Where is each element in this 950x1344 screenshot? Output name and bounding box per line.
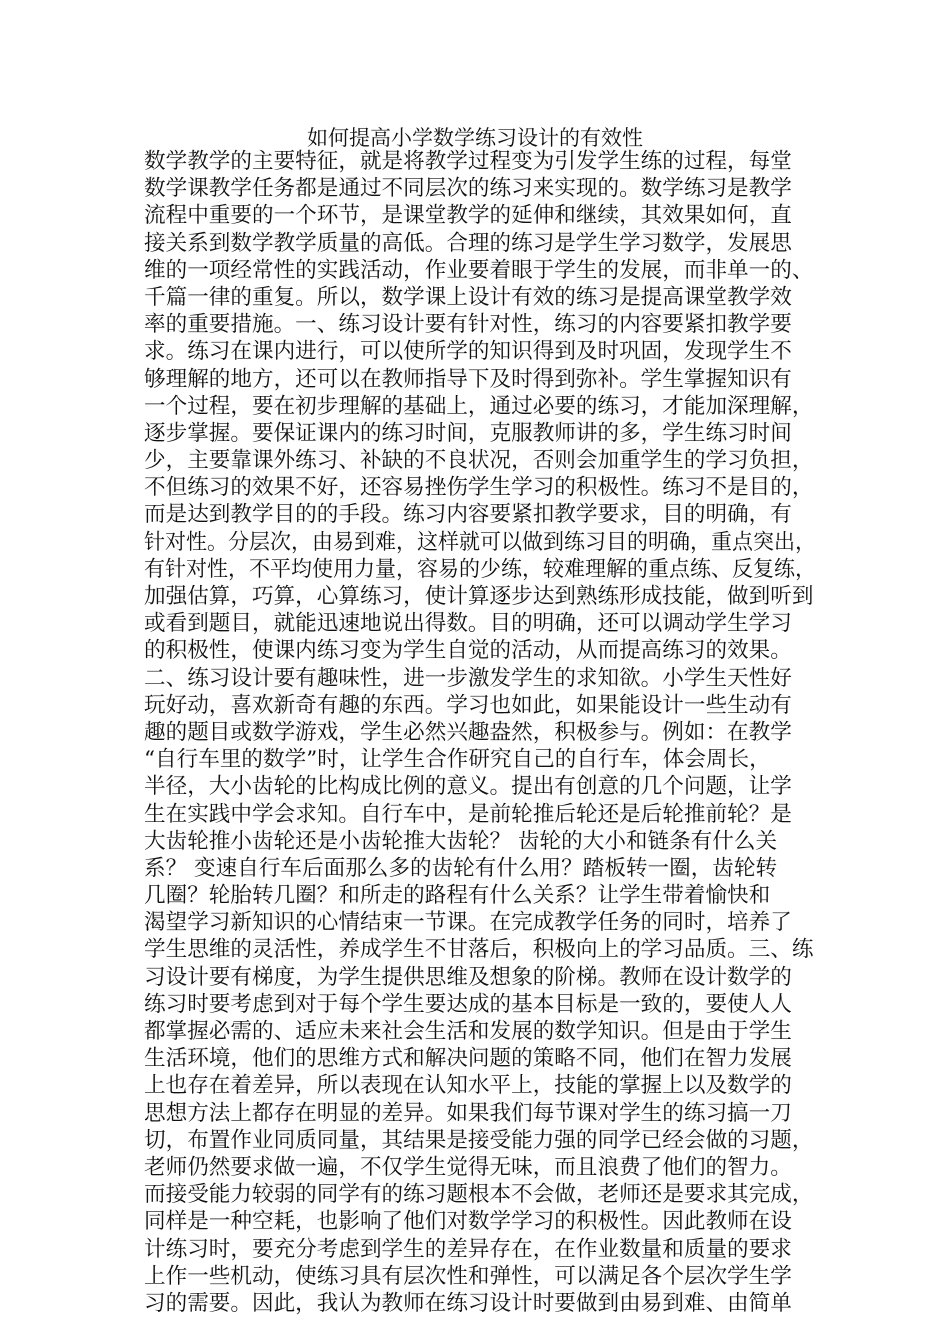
body-text-line: 有针对性，不平均使用力量，容易的少练，较难理解的重点练、反复练， bbox=[144, 556, 817, 582]
body-text-line: 或看到题目，就能迅速地说出得数。目的明确，还可以调动学生学习 bbox=[144, 611, 792, 637]
body-text-line: 数学教学的主要特征，就是将教学过程变为引发学生练的过程，每堂 bbox=[144, 149, 792, 174]
body-text-line: 够理解的地方，还可以在教师指导下及时得到弥补。学生掌握知识有 bbox=[144, 366, 792, 392]
body-text-line: 少，主要靠课外练习、补缺的不良状况，否则会加重学生的学习负担， bbox=[144, 448, 814, 474]
body-text-line: 趣的题目或数学游戏，学生必然兴趣盎然，积极参与。例如：在教学 bbox=[144, 719, 792, 745]
body-text-line: 针对性。分层次，由易到难，这样就可以做到练习目的明确，重点突出， bbox=[144, 529, 817, 555]
body-text-line: 一个过程，要在初步理解的基础上，通过必要的练习，才能加深理解， bbox=[144, 393, 814, 419]
body-text-line: 千篇一律的重复。所以，数学课上设计有效的练习是提高课堂教学效 bbox=[144, 284, 792, 310]
body-text-line: 加强估算，巧算，心算练习，使计算逐步达到熟练形成技能，做到听到 bbox=[144, 584, 814, 609]
body-text-line: 切，布置作业同质同量，其结果是接受能力强的同学已经会做的习题， bbox=[144, 1127, 814, 1153]
body-text-line: 思想方法上都存在明显的差异。如果我们每节课对学生的练习搞一刀 bbox=[144, 1100, 792, 1126]
body-text-line: 率的重要措施。一、练习设计要有针对性，练习的内容要紧扣教学要 bbox=[144, 312, 792, 338]
body-text-line: 上作一些机动，使练习具有层次性和弹性，可以满足各个层次学生学 bbox=[144, 1263, 792, 1289]
body-text-line: 不但练习的效果不好，还容易挫伤学生学习的积极性。练习不是目的， bbox=[144, 475, 814, 501]
body-text-line: 而接受能力较弱的同学有的练习题根本不会做，老师还是要求其完成， bbox=[144, 1182, 814, 1208]
body-text-line: 老师仍然要求做一遍，不仅学生觉得无味，而且浪费了他们的智力。 bbox=[144, 1154, 792, 1180]
body-text-line: 求。练习在课内进行，可以使所学的知识得到及时巩固，发现学生不 bbox=[144, 339, 792, 365]
body-text-line: 半径，大小齿轮的比构成比例的意义。提出有创意的几个问题，让学 bbox=[144, 774, 792, 800]
body-text-line: 渴望学习新知识的心情结束一节课。在完成教学任务的同时，培养了 bbox=[144, 910, 792, 936]
body-text-line: 的积极性，使课内练习变为学生自觉的活动，从而提高练习的效果。 bbox=[144, 638, 792, 664]
body-text-line: 同样是一种空耗，也影响了他们对数学学习的积极性。因此教师在设 bbox=[144, 1209, 792, 1235]
body-text-line: 二、练习设计要有趣味性，进一步激发学生的求知欲。小学生天性好 bbox=[144, 665, 792, 691]
body-text-line: 都掌握必需的、适应未来社会生活和发展的数学知识。但是由于学生 bbox=[144, 1019, 792, 1044]
body-text-line: 维的一项经常性的实践活动，作业要着眼于学生的发展，而非单一的、 bbox=[144, 257, 814, 283]
body-text-line: 逐步掌握。要保证课内的练习时间，克服教师讲的多，学生练习时间 bbox=[144, 420, 792, 446]
body-text-line: 几圈？轮胎转几圈？和所走的路程有什么关系？让学生带着愉快和 bbox=[144, 883, 771, 909]
body-text-line: 练习时要考虑到对于每个学生要达成的基本目标是一致的，要使人人 bbox=[144, 991, 792, 1017]
body-text-line: 习设计要有梯度，为学生提供思维及想象的阶梯。教师在设计数学的 bbox=[144, 964, 792, 990]
body-text-line: 学生思维的灵活性，养成学生不甘落后，积极向上的学习品质。三、练 bbox=[144, 937, 814, 963]
body-text-line: 大齿轮推小齿轮还是小齿轮推大齿轮？ 齿轮的大小和链条有什么关 bbox=[144, 828, 778, 854]
body-text-line: 系？ 变速自行车后面那么多的齿轮有什么用？踏板转一圈，齿轮转 bbox=[144, 855, 778, 881]
document-title: 如何提高小学数学练习设计的有效性 bbox=[307, 126, 643, 150]
body-text-line: 计练习时，要充分考虑到学生的差异存在，在作业数量和质量的要求 bbox=[144, 1236, 792, 1262]
body-text-line: 接关系到数学教学质量的高低。合理的练习是学生学习数学，发展思 bbox=[144, 230, 792, 256]
body-text-line: 玩好动，喜欢新奇有趣的东西。学习也如此，如果能设计一些生动有 bbox=[144, 692, 792, 718]
body-text-line: 上也存在着差异，所以表现在认知水平上，技能的掌握上以及数学的 bbox=[144, 1073, 792, 1099]
body-text-line: 而是达到教学目的的手段。练习内容要紧扣教学要求，目的明确，有 bbox=[144, 502, 792, 528]
document-body bbox=[144, 148, 816, 1317]
body-text-line: 习的需要。因此，我认为教师在练习设计时要做到由易到难、由简单 bbox=[144, 1290, 792, 1316]
body-text-line: 生在实践中学会求知。自行车中，是前轮推后轮还是后轮推前轮？是 bbox=[144, 801, 792, 827]
body-text-line: 数学课教学任务都是通过不同层次的练习来实现的。数学练习是教学 bbox=[144, 176, 792, 202]
body-text-line: 生活环境，他们的思维方式和解决问题的策略不同，他们在智力发展 bbox=[144, 1046, 792, 1072]
body-text-line: “自行车里的数学”时，让学生合作研究自己的自行车，体会周长， bbox=[144, 747, 771, 773]
body-text-line: 流程中重要的一个环节，是课堂教学的延伸和继续，其效果如何，直 bbox=[144, 203, 792, 229]
